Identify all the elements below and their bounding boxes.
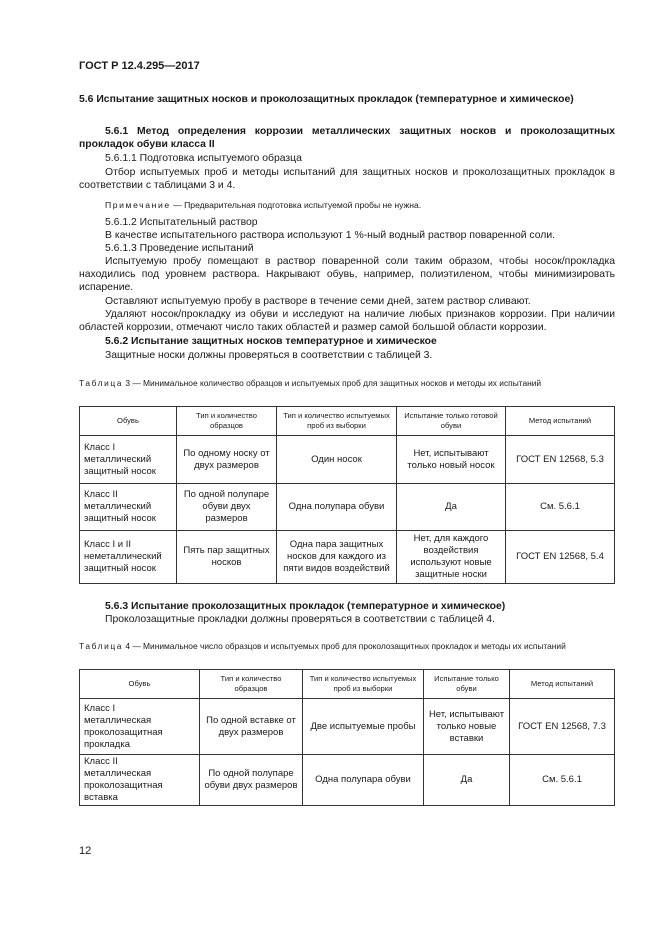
table-row bbox=[80, 484, 615, 531]
table-3-caption-text: 3 — Минимальное количество образцов и испытуемых проб для защитных носков и методы их испытаний bbox=[123, 378, 542, 388]
table-cell: Нет, испытывают только новые вставки bbox=[424, 699, 510, 755]
table-cell: По одной полупаре обуви двух размеров bbox=[177, 484, 277, 531]
note-label: Примечание bbox=[105, 200, 171, 210]
table-cell: Пять пар защитных носков bbox=[177, 531, 277, 584]
table-4-caption bbox=[79, 641, 615, 652]
table-cell: Одна полупара обуви bbox=[277, 484, 397, 531]
section-5-6-2-text: Защитные носки должны проверяться в соответствии с таблицей 3. bbox=[105, 350, 433, 361]
table-cell: Одна полупара обуви bbox=[303, 755, 424, 806]
subsection-5-6-1-2-text: В качестве испытательного раствора используют 1 %-ный водный раствор поваренной соли. bbox=[105, 230, 556, 241]
table-cell: Две испытуемые пробы bbox=[303, 699, 424, 755]
table-cell: ГОСТ EN 12568, 7.3 bbox=[510, 699, 615, 755]
table-cell: По одной полупаре обуви двух размеров bbox=[200, 755, 303, 806]
table-cell: См. 5.6.1 bbox=[506, 484, 615, 531]
table-header-cell: Обувь bbox=[80, 670, 200, 699]
note-text: — Предварительная подготовка испытуемой пробы не нужна. bbox=[170, 200, 422, 210]
table-cell: Нет, испытывают только новый носок bbox=[397, 436, 506, 484]
table-cell: Класс I металлическая проколозащитная прокладка bbox=[80, 699, 200, 755]
table-header-cell: Тип и количество образцов bbox=[200, 670, 303, 699]
table-cell: По одной вставке от двух размеров bbox=[200, 699, 303, 755]
subsection-5-6-1-1-title: 5.6.1.1 Подготовка испытуемого образца bbox=[105, 153, 302, 164]
table-cell: Одна пара защитных носков для каждого из пяти видов воздействий bbox=[277, 531, 397, 584]
table-cell: Класс I и II неметаллический защитный носок bbox=[80, 531, 177, 584]
note bbox=[79, 199, 615, 212]
table-4-caption-label: Таблица bbox=[79, 641, 124, 651]
table-3 bbox=[79, 406, 615, 584]
table-cell: Один носок bbox=[277, 436, 397, 484]
table-cell: ГОСТ EN 12568, 5.3 bbox=[506, 436, 615, 484]
section-5-6-title: 5.6 Испытание защитных носков и проколозащитных прокладок (температурное и химическое) bbox=[79, 94, 574, 105]
table-row bbox=[80, 755, 615, 806]
table-header-cell: Обувь bbox=[80, 407, 177, 436]
section-5-6-3-text: Проколозащитные прокладки должны проверяться в соответствии с таблицей 4. bbox=[105, 614, 495, 625]
subsection-5-6-1-3-para-3: Удаляют носок/прокладку из обуви и исследуют на наличие любых признаков коррозии. При наличии областей коррозии, отмечают число таких областей и размер самой большой области коррозии. bbox=[79, 309, 615, 333]
table-header-cell: Испытание только обуви bbox=[424, 670, 510, 699]
subsection-5-6-1-1-text: Отбор испытуемых проб и методы испытаний для защитных носков и проколозащитных прокладок в соответствии с таблицами 3 и 4. bbox=[79, 167, 615, 191]
table-cell: См. 5.6.1 bbox=[510, 755, 615, 806]
table-3-caption-label: Таблица bbox=[79, 378, 124, 388]
table-cell: Да bbox=[397, 484, 506, 531]
table-header-cell: Испытание только готовой обуви bbox=[397, 407, 506, 436]
table-cell: Класс II металлическая проколозащитная вставка bbox=[80, 755, 200, 806]
document-header: ГОСТ Р 12.4.295—2017 bbox=[79, 60, 200, 72]
table-header-cell: Метод испытаний bbox=[506, 407, 615, 436]
table-4 bbox=[79, 669, 615, 806]
table-4-caption-text: 4 — Минимальное число образцов и испытуемых проб для проколозащитных прокладок и методы их испытаний bbox=[123, 641, 566, 651]
table-cell: Да bbox=[424, 755, 510, 806]
table-header-row bbox=[80, 670, 615, 699]
subsection-5-6-1-2-title: 5.6.1.2 Испытательный раствор bbox=[105, 217, 258, 228]
table-header-cell: Метод испытаний bbox=[510, 670, 615, 699]
table-row bbox=[80, 699, 615, 755]
subsection-5-6-1-3-title: 5.6.1.3 Проведение испытаний bbox=[105, 243, 254, 254]
table-3-caption bbox=[79, 378, 615, 389]
section-5-6-2-title: 5.6.2 Испытание защитных носков температурное и химическое bbox=[105, 336, 437, 347]
table-header-row bbox=[80, 407, 615, 436]
table-cell: Класс II металлический защитный носок bbox=[80, 484, 177, 531]
table-header-cell: Тип и количество испытуемых проб из выборки bbox=[277, 407, 397, 436]
section-5-6-3-title: 5.6.3 Испытание проколозащитных прокладок (температурное и химическое) bbox=[105, 601, 506, 612]
table-header-cell: Тип и количество образцов bbox=[177, 407, 277, 436]
subsection-5-6-1-3-para-2: Оставляют испытуемую пробу в растворе в течение семи дней, затем раствор сливают. bbox=[105, 296, 531, 307]
subsection-5-6-1-3-para-1: Испытуемую пробу помещают в раствор поваренной соли таким образом, чтобы носок/прокладка находились под уровнем раствора. Накрывают обувь, например, полиэтиленом, чтобы минимизировать испарение. bbox=[79, 256, 615, 293]
table-row bbox=[80, 531, 615, 584]
table-row bbox=[80, 436, 615, 484]
table-cell: Нет, для каждого воздействия используют новые защитные носки bbox=[397, 531, 506, 584]
table-header-cell: Тип и количество испытуемых проб из выборки bbox=[303, 670, 424, 699]
table-cell: ГОСТ EN 12568, 5.4 bbox=[506, 531, 615, 584]
section-5-6-1-title: 5.6.1 Метод определения коррозии металлических защитных носков и проколозащитных прокладок обуви класса II bbox=[79, 126, 615, 150]
table-cell: Класс I металлический защитный носок bbox=[80, 436, 177, 484]
table-cell: По одному носку от двух размеров bbox=[177, 436, 277, 484]
page-number: 12 bbox=[79, 845, 92, 857]
